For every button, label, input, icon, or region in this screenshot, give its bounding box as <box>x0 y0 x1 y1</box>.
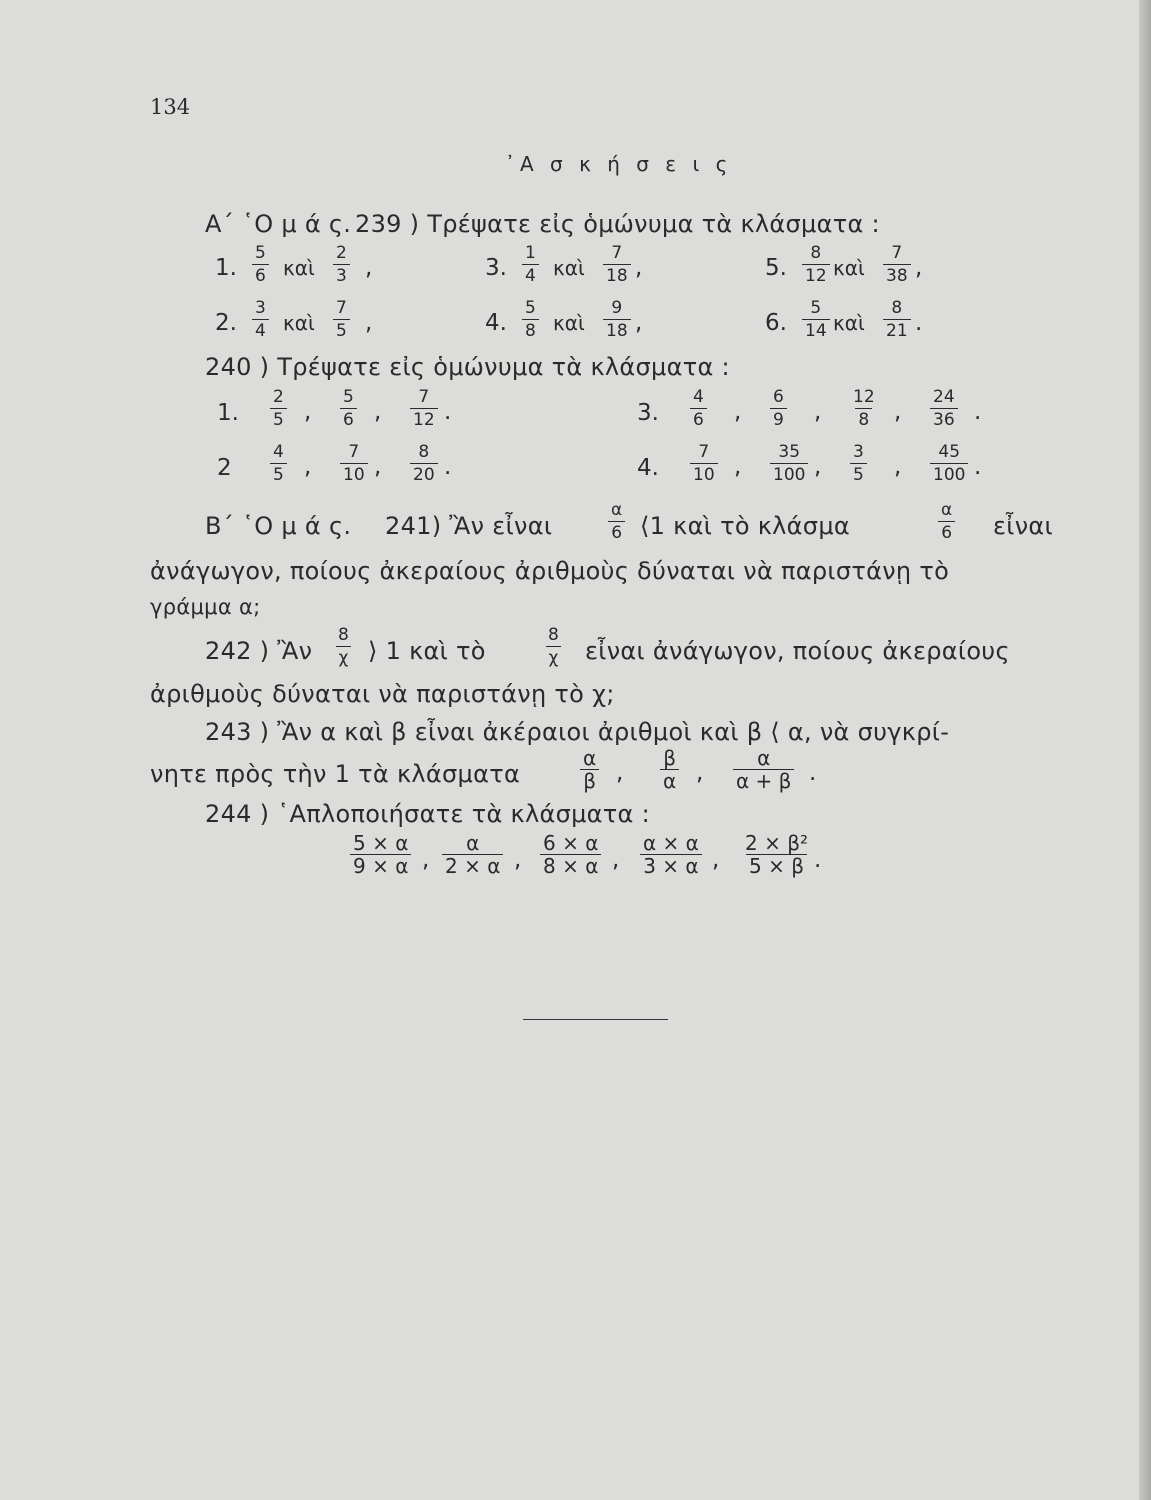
fraction-separator: , <box>814 399 822 425</box>
numerator: 5 <box>810 298 822 318</box>
numerator: 5 × α <box>353 831 409 855</box>
exercise-243-line2: νητε πρὸς τὴν 1 τὰ κλάσματα <box>150 760 521 788</box>
exercise-244-fraction <box>350 833 411 876</box>
denominator: β <box>580 769 599 791</box>
numerator: 1 <box>525 243 536 263</box>
fraction-separator: , <box>696 760 704 786</box>
denominator: 12 <box>410 408 438 430</box>
exercise-240-fraction <box>770 387 787 430</box>
denominator: 5 <box>270 408 287 430</box>
denominator: 10 <box>340 463 368 485</box>
denominator: 12 <box>802 264 830 286</box>
denominator: 6 <box>608 521 625 543</box>
denominator: χ <box>546 646 562 668</box>
exercise-242-fraction-1 <box>335 625 352 668</box>
fraction-separator: . <box>814 847 822 873</box>
fraction-separator: . <box>974 399 982 425</box>
exercise-241-line3: γράμμα α; <box>150 595 261 619</box>
exercise-240-item-number: 2 <box>217 455 232 481</box>
exercise-239-item-end: , <box>635 310 643 336</box>
exercise-240-fraction <box>270 387 287 430</box>
section-heading: ᾿Α σ κ ή σ ε ι ς <box>505 152 733 176</box>
denominator: 100 <box>930 463 968 485</box>
exercise-239-item-number: 3. <box>485 255 507 281</box>
exercise-239-conjunction: καὶ <box>553 256 585 280</box>
exercise-239-conjunction: καὶ <box>283 256 315 280</box>
group-b-label: Β΄ ῾Ο μ ά ς. <box>205 512 352 540</box>
denominator: 5 <box>850 463 867 485</box>
exercise-240-text: 240 ) Τρέψατε εἰς ὁμώνυμα τὰ κλάσματα : <box>205 353 730 381</box>
exercise-240-item-number: 3. <box>637 400 659 426</box>
denominator: 6 <box>340 408 357 430</box>
exercise-239-conjunction: καὶ <box>553 311 585 335</box>
exercise-239-item-end: , <box>365 310 373 336</box>
exercise-241-line2: ἀνάγωγον, ποίους ἀκεραίους ἀριθμοὺς δύναται νὰ παριστάνῃ τὸ <box>150 557 950 585</box>
denominator: 9 <box>770 408 787 430</box>
numerator: 7 <box>891 243 903 263</box>
fraction-separator: , <box>734 454 742 480</box>
exercise-243-line1: 243 ) Ἂν α καὶ β εἶναι ἀκέραιοι ἀριθμοὶ καὶ β ⟨ α, νὰ συγκρί- <box>205 718 950 746</box>
exercise-242-part2: ⟩ 1 καὶ τὸ <box>368 637 486 665</box>
exercise-240-fraction <box>410 442 438 485</box>
exercise-239-item-number: 5. <box>765 255 787 281</box>
exercise-239-conjunction: καὶ <box>833 256 865 280</box>
exercise-239-item-number: 1. <box>215 255 237 281</box>
fraction-separator: , <box>894 399 902 425</box>
denominator: 6 <box>938 521 955 543</box>
exercise-239-fraction-b <box>883 298 911 341</box>
exercise-240-item-number: 1. <box>217 400 239 426</box>
exercise-243-fraction <box>660 748 679 791</box>
exercise-240-fraction <box>340 387 357 430</box>
numerator: 2 <box>336 243 347 263</box>
exercise-241-part2: ⟨1 καὶ τὸ κλάσμα <box>640 512 851 540</box>
exercise-239-item-number: 6. <box>765 310 787 336</box>
exercise-241-part1: 241) Ἂν εἶναι <box>385 512 553 540</box>
numerator: 7 <box>348 442 360 462</box>
numerator: 6 <box>773 387 784 407</box>
numerator: α <box>611 500 623 520</box>
exercise-239-fraction-b <box>603 243 631 286</box>
exercise-239-fraction-a <box>252 243 269 286</box>
fraction-separator: . <box>974 454 982 480</box>
exercise-244-fraction <box>540 833 601 876</box>
exercise-240-fraction <box>270 442 287 485</box>
numerator: 9 <box>611 298 623 318</box>
fraction-separator: , <box>616 760 624 786</box>
numerator: 8 <box>810 243 822 263</box>
numerator: 4 <box>273 442 284 462</box>
exercise-243-fraction <box>733 748 794 791</box>
numerator: 3 <box>853 442 864 462</box>
numerator: α × α <box>643 831 699 855</box>
numerator: 2 × β² <box>745 831 808 855</box>
numerator: 6 × α <box>543 831 599 855</box>
numerator: α <box>941 500 953 520</box>
exercise-244-fraction <box>640 833 702 876</box>
denominator: 5 <box>333 319 350 341</box>
exercise-244-text: 244 ) ῾Απλοποιήσατε τὰ κλάσματα : <box>205 800 650 828</box>
fraction-separator: , <box>374 454 382 480</box>
numerator: 7 <box>418 387 430 407</box>
denominator: 8 × α <box>540 854 601 876</box>
denominator: 5 × β <box>746 854 807 876</box>
denominator: 2 × α <box>442 854 503 876</box>
exercise-240-item-number: 4. <box>637 455 659 481</box>
exercise-240-fraction <box>850 442 867 485</box>
exercise-241-fraction-2 <box>938 500 955 543</box>
exercise-242-part1: 242 ) Ἂν <box>205 637 313 665</box>
fraction-separator: , <box>734 399 742 425</box>
fraction-separator: , <box>304 399 312 425</box>
denominator: α <box>660 769 679 791</box>
fraction-separator: , <box>894 454 902 480</box>
numerator: 5 <box>525 298 536 318</box>
numerator: β <box>663 746 676 770</box>
denominator: 6 <box>252 264 269 286</box>
exercise-240-fraction <box>850 387 878 430</box>
denominator: 18 <box>603 264 631 286</box>
exercise-244-fraction <box>442 833 503 876</box>
numerator: 8 <box>548 625 559 645</box>
section-end-rule <box>523 1019 668 1020</box>
denominator: 20 <box>410 463 438 485</box>
page-number: 134 <box>150 95 191 119</box>
exercise-239-fraction-b <box>333 243 350 286</box>
denominator: 8 <box>522 319 539 341</box>
numerator: α <box>583 746 597 770</box>
page-edge-shadow <box>1139 0 1151 1500</box>
numerator: 8 <box>418 442 430 462</box>
denominator: 3 × α <box>640 854 701 876</box>
fraction-separator: , <box>304 454 312 480</box>
exercise-239-conjunction: καὶ <box>283 311 315 335</box>
exercise-239-text: 239 ) Τρέψατε εἰς ὁμώνυμα τὰ κλάσματα : <box>355 210 880 238</box>
numerator: 4 <box>693 387 704 407</box>
exercise-240-fraction <box>770 442 808 485</box>
exercise-239-item-end: , <box>365 255 373 281</box>
fraction-separator: . <box>809 760 817 786</box>
numerator: 5 <box>255 243 266 263</box>
numerator: 45 <box>938 442 961 462</box>
exercise-240-fraction <box>410 387 438 430</box>
denominator: 38 <box>883 264 911 286</box>
exercise-239-item-end: . <box>915 310 923 336</box>
denominator: 3 <box>333 264 350 286</box>
denominator: 5 <box>270 463 287 485</box>
denominator: 36 <box>930 408 958 430</box>
exercise-239-item-number: 2. <box>215 310 237 336</box>
exercise-239-item-end: , <box>635 255 643 281</box>
exercise-239-conjunction: καὶ <box>833 311 865 335</box>
denominator: 8 <box>855 408 872 430</box>
fraction-separator: . <box>444 399 452 425</box>
denominator: 10 <box>690 463 718 485</box>
exercise-242-line2: ἀριθμοὺς δύναται νὰ παριστάνῃ τὸ χ; <box>150 680 615 708</box>
exercise-239-item-number: 4. <box>485 310 507 336</box>
numerator: 35 <box>778 442 801 462</box>
exercise-240-fraction <box>340 442 368 485</box>
exercise-242-part3: εἶναι ἀνάγωγον, ποίους ἀκεραίους <box>585 637 1010 665</box>
denominator: 4 <box>252 319 269 341</box>
exercise-244-fraction <box>742 833 811 876</box>
denominator: 14 <box>802 319 830 341</box>
exercise-239-fraction-b <box>603 298 631 341</box>
numerator: 7 <box>336 298 347 318</box>
fraction-separator: , <box>374 399 382 425</box>
numerator: 7 <box>611 243 623 263</box>
exercise-239-fraction-a <box>802 298 830 341</box>
exercise-240-fraction <box>690 442 718 485</box>
fraction-separator: , <box>814 454 822 480</box>
numerator: α <box>757 746 771 770</box>
denominator: χ <box>336 646 352 668</box>
exercise-239-fraction-b <box>333 298 350 341</box>
fraction-separator: . <box>444 454 452 480</box>
exercise-239-fraction-a <box>522 243 539 286</box>
fraction-separator: , <box>422 847 430 873</box>
numerator: 3 <box>255 298 266 318</box>
fraction-separator: , <box>514 847 522 873</box>
denominator: 21 <box>883 319 911 341</box>
exercise-240-fraction <box>690 387 707 430</box>
numerator: 12 <box>853 387 875 407</box>
exercise-239-fraction-a <box>522 298 539 341</box>
denominator: 100 <box>770 463 808 485</box>
numerator: 8 <box>891 298 903 318</box>
denominator: 9 × α <box>350 854 411 876</box>
group-a-label: Α΄ ῾Ο μ ά ς. <box>205 210 352 238</box>
fraction-separator: , <box>712 847 720 873</box>
numerator: α <box>466 831 480 855</box>
exercise-239-fraction-b <box>883 243 911 286</box>
exercise-240-fraction <box>930 387 958 430</box>
exercise-243-fraction <box>580 748 599 791</box>
denominator: α + β <box>733 769 794 791</box>
numerator: 5 <box>343 387 354 407</box>
exercise-241-part3: εἶναι <box>993 512 1053 540</box>
exercise-241-fraction-1 <box>608 500 625 543</box>
denominator: 4 <box>522 264 539 286</box>
fraction-separator: , <box>612 847 620 873</box>
numerator: 24 <box>933 387 955 407</box>
numerator: 2 <box>273 387 284 407</box>
exercise-240-fraction <box>930 442 968 485</box>
exercise-242-fraction-2 <box>545 625 562 668</box>
exercise-239-fraction-a <box>802 243 830 286</box>
denominator: 6 <box>690 408 707 430</box>
denominator: 18 <box>603 319 631 341</box>
numerator: 7 <box>698 442 710 462</box>
numerator: 8 <box>338 625 349 645</box>
exercise-239-item-end: , <box>915 255 923 281</box>
exercise-239-fraction-a <box>252 298 269 341</box>
